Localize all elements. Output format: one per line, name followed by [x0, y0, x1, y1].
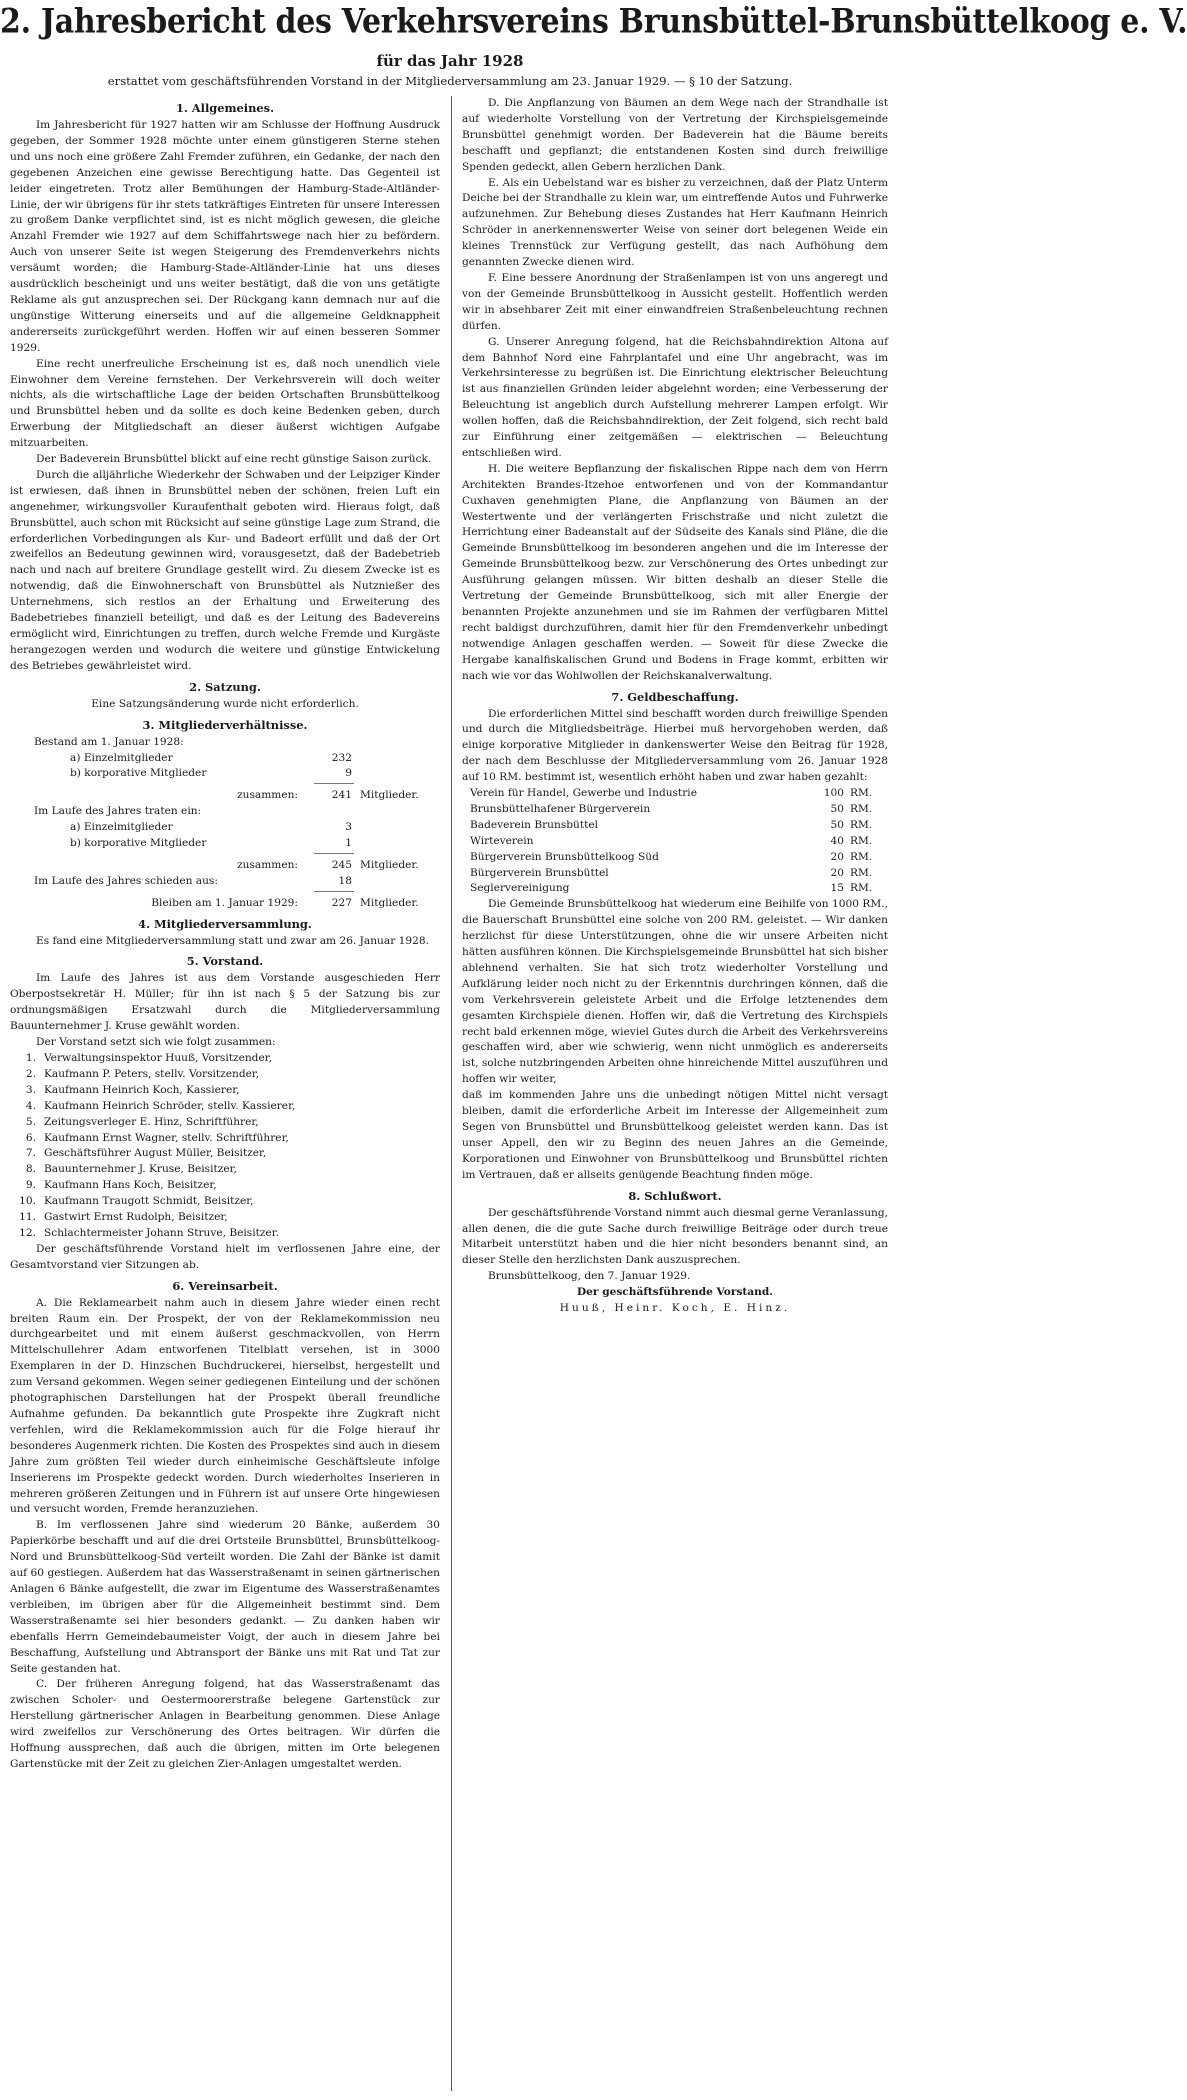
sum-rule [314, 853, 354, 854]
stat-row [10, 874, 440, 890]
paragraph: Der geschäftsführende Vorstand hielt im verflossenen Jahre eine, der Gesamtvorstand vier Sitzungen ab. [10, 1242, 440, 1271]
amount: 100 [823, 787, 844, 800]
currency: RM. [850, 787, 873, 800]
member-name: Kaufmann Heinrich Schröder, stellv. Kassierer, [44, 1099, 296, 1112]
signature-names: Huuß, Heinr. Koch, E. Hinz. [559, 1302, 791, 1315]
paragraph: Der Vorstand setzt sich wie folgt zusammen: [36, 1036, 276, 1049]
stat-row [10, 751, 440, 767]
stat-value: 227 [331, 896, 352, 909]
paragraph: Der Badeverein Brunsbüttel blickt auf eine recht günstige Saison zurück. [36, 453, 432, 466]
stat-row [10, 820, 440, 836]
paragraph: daß im kommenden Jahre uns die unbedingt nötigen Mittel nicht versagt bleiben, damit die erforderliche Arbeit im Interesse der Allgemeinheit zum Segen von Brunsbüttel und Brunsbüttelkoog geleistet werden kann. Das ist unser Appell, den wir zu Beginn des neuen Jahres an die Gemeinde, Korporationen und Einwohner von Brunsbüttelkoog und Brunsbüttel richten im Vertrauen, daß er allseits genügende Beachtung finden möge. [462, 1089, 888, 1181]
stat-label: b) korporative Mitglieder [70, 836, 207, 849]
section-heading-mitglieder: 3. Mitgliederverhältnisse. [142, 717, 308, 732]
sum-rule [314, 783, 354, 784]
stat-row [10, 788, 440, 804]
donation-row [462, 834, 888, 850]
stat-value: 232 [331, 751, 352, 764]
member-name: Kaufmann Traugott Schmidt, Beisitzer, [44, 1195, 254, 1208]
paragraph-g: G. Unserer Anregung folgend, hat die Reichsbahndirektion Altona auf dem Bahnhof Nord eine Fahrplantafel und eine Uhr angebracht, was im Verkehrsinteresse zu begrüßen ist. Die Einrichtung elektrischer Beleuchtung ist aus finanziellen Gründen leider abgelehnt worden; eine Verbesserung der Beleuchtung ist angeblich durch Aufstellung mehrerer Lampen erfolgt. Wir wollen hoffen, daß die Reichsbahndirektion, der Zeit folgend, sich recht bald zur Einführung einer zeitgemäßen — elektrischen — Beleuchtung entschließen wird. [462, 335, 888, 459]
signatory: Der geschäftsführende Vorstand. [577, 1286, 773, 1299]
board-member [10, 1051, 440, 1067]
amount: 50 [830, 802, 844, 815]
paragraph-h: H. Die weitere Bepflanzung der fiskalischen Rippe nach dem von Herrn Architekten Brandes-Itzehoe entworfenen und von der Kommandantur Cuxhaven genehmigten Plane, die Anpflanzung von Bäumen an der Westertwente und der verlängerten Frischstraße und nicht zuletzt die Herrichtung einer Badeanstalt auf der Südseite des Kanals sind Pläne, die die Gemeinde Brunsbüttelkoog im besonderen angehen und die im Interesse der Gemeinde Brunsbüttelkoog bezw. zur Verschönerung des Ortes unbedingt zur Ausführung gelangen müssen. Wir bitten deshalb an dieser Stelle die Vertretung der Gemeinde Brunsbüttelkoog, sich mit aller Energie der benannten Projekte anzunehmen und sie im Rahmen der verfügbaren Mittel recht baldigst durchzuführen, damit hier für den Fremdenverkehr unbedingt notwendige Anlagen geschaffen werden. — Soweit für diese Zwecke die Hergabe kanalfiskalischen Grund und Bodens in Frage kommt, erbitten wir nach wie vor das Wohlwollen der Reichskanalverwaltung. [462, 462, 888, 682]
board-member [10, 1178, 440, 1194]
stat-value: 241 [331, 789, 352, 802]
paragraph: Es fand eine Mitgliederversammlung statt und zwar am 26. Januar 1928. [36, 934, 429, 947]
member-name: Gastwirt Ernst Rudolph, Beisitzer, [44, 1211, 228, 1224]
board-member [10, 1162, 440, 1178]
section-heading-vereinsarbeit: 6. Vereinsarbeit. [172, 1278, 278, 1293]
donor: Verein für Handel, Gewerbe und Industrie [470, 787, 697, 800]
stat-label: Bestand am 1. Januar 1928: [34, 735, 184, 748]
paragraph-c: C. Der früheren Anregung folgend, hat das Wasserstraßenamt das zwischen Scholer- und Oestermoorerstraße belegene Gartenstück zur Herstellung gärtnerischer Anlagen in Bearbeitung genommen. Diese Anlage wird zweifellos zur Verschönerung des Ortes beitragen. Wir dürfen die Hoffnung aussprechen, daß auch die übrigen, mitten im Orte belegenen Gartenstücke mit der Zeit zu gleichen Zier-Anlagen umgestaltet werden. [10, 1678, 440, 1770]
amount: 40 [830, 834, 844, 847]
stat-label: a) Einzelmitglieder [70, 751, 173, 764]
stat-label: zusammen: [237, 858, 298, 871]
board-member [10, 1099, 440, 1115]
report-subtitle: für das Jahr 1928 [376, 52, 524, 70]
donation-row [462, 786, 888, 802]
stat-unit: Mitglieder. [360, 858, 419, 871]
stat-value: 18 [338, 874, 352, 887]
stat-value: 1 [345, 836, 352, 849]
donor: Seglervereinigung [470, 882, 570, 895]
member-name: Kaufmann P. Peters, stellv. Vorsitzender, [44, 1067, 260, 1080]
paragraph: Durch die alljährliche Wiederkehr der Schwaben und der Leipziger Kinder ist erwiesen, daß ihnen in Brunsbüttel neben der schönen, freien Luft ein angenehmer, wirkungsvoller Kuraufenthalt geboten wird. Hieraus folgt, daß Brunsbüttel, auch schon mit Rücksicht auf seine günstige Lage zum Strand, die erforderlichen Vorbedingungen als Kur- und Badeort erfüllt und daß der Ort zweifellos an Bedeutung gewinnen wird, vorausgesetzt, daß der Badebetrieb nach und nach auf breitere Grundlage gestellt wird. Zu diesem Zwecke ist es notwendig, daß die Einwohnerschaft von Brunsbüttel als Nutznießer des Unternehmens, sich restlos an der Erhaltung und Erweiterung des Badebetriebes finanziell beteiligt, und daß es der Leitung des Badevereins ermöglicht wird, Einrichtungen zu treffen, durch welche Fremde und Kurgäste herangezogen werden und wodurch die weitere und günstige Entwickelung des Betriebes gewährleistet wird. [10, 468, 440, 672]
paragraph: Eine recht unerfreuliche Erscheinung ist es, daß noch unendlich viele Einwohner dem Vereine fernstehen. Der Verkehrsverein will doch weiter nichts, als die wirtschaftliche Lage der beiden Ortschaften Brunsbüttelkoog und Brunsbüttel heben und da sollte es doch keine Bedenken geben, durch Erwerbung der Mitgliedschaft an dieser äußerst wichtigen Aufgabe mitzuarbeiten. [10, 357, 440, 450]
member-name: Kaufmann Hans Koch, Beisitzer, [44, 1179, 217, 1192]
section-heading-satzung: 2. Satzung. [189, 679, 261, 694]
membership-stats [10, 735, 440, 912]
board-member [10, 1210, 440, 1226]
amount: 15 [830, 882, 844, 895]
donation-row [462, 818, 888, 834]
member-name: Verwaltungsinspektor Huuß, Vorsitzender, [44, 1051, 272, 1064]
stat-label: Im Laufe des Jahres schieden aus: [34, 874, 218, 887]
paragraph-f: F. Eine bessere Anordnung der Straßenlampen ist von uns angeregt und von der Gemeinde Brunsbüttelkoog in Aussicht gestellt. Hoffentlich werden wir in absehbarer Zeit mit einer einwandfreien Straßenbeleuchtung rechnen dürfen. [462, 271, 888, 332]
stat-label: a) Einzelmitglieder [70, 821, 173, 834]
currency: RM. [850, 882, 873, 895]
stat-row [10, 896, 440, 912]
member-number: 2. [25, 1067, 36, 1080]
donor: Bürgerverein Brunsbüttel [470, 866, 609, 879]
currency: RM. [850, 850, 873, 863]
paragraph: Der geschäftsführende Vorstand nimmt auch diesmal gerne Veranlassung, allen denen, die die gute Sache durch freiwillige Beiträge oder durch treue Mitarbeit unterstützt haben und die hier nicht besonders benannt sind, an dieser Stelle den herzlichsten Dank auszusprechen. [462, 1206, 888, 1267]
left-column [10, 96, 440, 1773]
member-name: Kaufmann Heinrich Koch, Kassierer, [44, 1083, 240, 1096]
paragraph: Die Gemeinde Brunsbüttelkoog hat wiederum eine Beihilfe von 1000 RM., die Bauerschaft Brunsbüttel eine solche von 200 RM. geleistet. — Wir danken herzlichst für diese Unterstützungen, ohne die wir unsere Arbeiten nicht hätten ausführen können. Die Kirchspielsgemeinde Brunsbüttel hat sich bisher ablehnend verhalten. Sie hat sich trotz wiederholter Vorstellung und Aufklärung leider noch nicht zu der Erkenntnis durchringen können, daß die vom Verkehrsverein geleistete Arbeit und die Erfolge letztenendes dem gesamten Kirchspiele dienen. Hoffen wir, daß die Vertretung des Kirchspiels recht bald erkennen möge, wieviel Gutes durch die Arbeit des Verkehrsvereins geschaffen wird, aber wie schwierig, wenn nicht unmöglich es andererseits ist, solche nutzbringenden Arbeiten ohne hinreichende Mittel auszuführen und hoffen wir weiter, [462, 898, 888, 1086]
section-heading-vorstand: 5. Vorstand. [186, 954, 264, 969]
stat-value: 9 [345, 767, 352, 780]
board-member [10, 1067, 440, 1083]
member-number: 11. [19, 1211, 36, 1224]
paragraph-d: D. Die Anpflanzung von Bäumen an dem Wege nach der Strandhalle ist auf wiederholte Vorstellung von der Vertretung der Kirchspielsgemeinde Brunsbüttel genehmigt worden. Der Badeverein hat die Bäume bereits beschafft und gepflanzt; die entstandenen Kosten sind durch freiwillige Spenden gedeckt, allen Gebern herzlichen Dank. [462, 97, 888, 173]
stat-label: b) korporative Mitglieder [70, 767, 207, 780]
column-divider [451, 96, 452, 2091]
member-number: 5. [25, 1115, 36, 1128]
board-member [10, 1146, 440, 1162]
member-name: Geschäftsführer August Müller, Beisitzer, [44, 1147, 267, 1160]
member-name: Bauunternehmer J. Kruse, Beisitzer, [44, 1163, 237, 1176]
report-title: 2. Jahresbericht des Verkehrsvereins Brunsbüttel-Brunsbüttelkoog e. V. [0, 2, 1187, 42]
paragraph: Im Laufe des Jahres ist aus dem Vorstande ausgeschieden Herr Oberpostsekretär H. Müller; für ihn ist nach § 5 der Satzung bis zur ordnungsmäßigen Ersatzwahl durch die Mitgliederversammlung Bauunternehmer J. Kruse gewählt worden. [10, 972, 440, 1033]
stat-unit: Mitglieder. [360, 896, 419, 909]
place-date: Brunsbüttelkoog, den 7. Januar 1929. [488, 1270, 691, 1283]
right-column [462, 96, 888, 1317]
paragraph: Eine Satzungsänderung wurde nicht erforderlich. [91, 697, 359, 710]
sum-rule [314, 891, 354, 892]
member-name: Kaufmann Ernst Wagner, stellv. Schriftführer, [44, 1131, 289, 1144]
donor: Badeverein Brunsbüttel [470, 818, 599, 831]
stat-value: 3 [345, 821, 352, 834]
stat-row [10, 858, 440, 874]
stat-label: zusammen: [237, 789, 298, 802]
donation-row [462, 881, 888, 897]
member-number: 7. [25, 1147, 36, 1160]
donor: Wirteverein [470, 834, 534, 847]
section-heading-versammlung: 4. Mitgliederversammlung. [138, 916, 312, 931]
currency: RM. [850, 818, 873, 831]
member-name: Zeitungsverleger E. Hinz, Schriftführer, [44, 1115, 259, 1128]
stat-row [10, 836, 440, 852]
stat-value: 245 [331, 858, 352, 871]
donations-table [462, 786, 888, 897]
donation-row [462, 850, 888, 866]
currency: RM. [850, 866, 873, 879]
donation-row [462, 802, 888, 818]
member-number: 10. [19, 1195, 36, 1208]
amount: 50 [830, 818, 844, 831]
paragraph-b: B. Im verflossenen Jahre sind wiederum 20 Bänke, außerdem 30 Papierkörbe beschafft und auf die drei Ortsteile Brunsbüttel, Brunsbüttelkoog-Nord und Brunsbüttelkoog-Süd verteilt worden. Die Zahl der Bänke ist damit auf 60 gestiegen. Außerdem hat das Wasserstraßenamt in seinen gärtnerischen Anlagen 6 Bänke aufgestellt, die zwar im Eigentume des Wasserstraßenamtes verbleiben, im übrigen aber für die Allgemeinheit bestimmt sind. Dem Wasserstraßenamte sei hier besonders gedankt. — Zu danken haben wir ebenfalls Herrn Gemeindebaumeister Voigt, der auch in diesem Jahre bei Beschaffung, Aufstellung und Abtransport der Bänke uns mit Rat und Tat zur Seite gestanden hat. [10, 1519, 440, 1675]
stat-unit: Mitglieder. [360, 789, 419, 802]
member-number: 9. [25, 1179, 36, 1192]
member-number: 4. [25, 1099, 36, 1112]
stat-row [10, 766, 440, 782]
board-member-list [10, 1051, 440, 1242]
member-number: 8. [25, 1163, 36, 1176]
member-number: 1. [25, 1051, 36, 1064]
paragraph: Die erforderlichen Mittel sind beschafft worden durch freiwillige Spenden und durch die Mitgliedsbeiträge. Hierbei muß hervorgehoben werden, daß einige korporative Mitglieder in dankenswerter Weise den Beitrag für 1928, der nach dem Beschlusse der Mitgliederversammlung vom 26. Januar 1928 auf 10 RM. bestimmt ist, wesentlich erhöht haben und zwar haben gezahlt: [462, 707, 888, 784]
member-number: 3. [25, 1083, 36, 1096]
paragraph-a: A. Die Reklamearbeit nahm auch in diesem Jahre wieder einen recht breiten Raum ein. Der Prospekt, der von der Reklamekommission neu durchgearbeitet und mit einem äußerst geschmackvollen, von Herrn Mittelschullehrer Adam entworfenen Titelblatt versehen, ist in 3000 Exemplaren in der D. Hinzschen Buchdruckerei, hierselbst, hergestellt und zum Versand gekommen. Wegen seiner gediegenen Einteilung und der schönen photographischen Darstellungen hat der Prospekt überall freundliche Aufnahme gefunden. Da bekanntlich gute Prospekte ihre Zugkraft nicht verfehlen, wird die Reklamekommission auch für die Folge hierauf ihr besonderes Augenmerk richten. Die Kosten des Prospektes sind auch in diesem Jahre zum größten Teil wieder durch einheimische Geschäftsleute infolge Inserierens im Prospekte gedeckt worden. Durch wiederholtes Inserieren in mehreren größeren Zeitungen und in Führern ist auf unsere Orte hingewiesen und versucht worden, Fremde heranzuziehen. [10, 1296, 440, 1516]
section-heading-geldbeschaffung: 7. Geldbeschaffung. [611, 689, 739, 704]
section-heading-schlusswort: 8. Schlußwort. [628, 1188, 722, 1203]
paragraph: Im Jahresbericht für 1927 hatten wir am Schlusse der Hoffnung Ausdruck gegeben, der Sommer 1928 möchte unter einem günstigeren Sterne stehen und uns noch eine größere Zahl Fremder zuführen, ein Gedanke, der nach den gegebenen Anzeichen eine gewisse Berechtigung hatte. Das Gegenteil ist leider eingetreten. Trotz aller Bemühungen der Hamburg-Stade-Altländer-Linie, der wir übrigens für ihr stets tatkräftiges Eintreten für unsere Interessen zu großem Danke verpflichtet sind, ist es nicht möglich gewesen, die gleiche Anzahl Fremder wie 1927 auf dem Schiffahrtswege nach hier zu befördern. Auch von unserer Seite ist wegen Steigerung des Fremdenverkehrs nichts versäumt worden; die Hamburg-Stade-Altländer-Linie hat uns dieses ausdrücklich bescheinigt und uns weiter bestätigt, daß die von uns getätigte Reklame als gut anzusprechen sei. Der Rückgang kann demnach nur auf die ungünstige Witterung einerseits und auf die allgemeine Geldknappheit andererseits zurückgeführt werden. Hoffen wir auf einen besseren Sommer 1929. [10, 119, 440, 354]
board-member [10, 1226, 440, 1242]
stat-label: Bleiben am 1. Januar 1929: [151, 896, 298, 909]
article-columns [10, 96, 890, 2091]
member-number: 12. [19, 1226, 36, 1239]
member-number: 6. [25, 1131, 36, 1144]
paragraph-e: E. Als ein Uebelstand war es bisher zu verzeichnen, daß der Platz Unterm Deiche bei der Strandhalle zu klein war, um eintreffende Autos und Fuhrwerke aufzunehmen. Zur Behebung dieses Zustandes hat Herr Kaufmann Heinrich Schröder in anerkennenswerter Weise von seiner dort belegenen Weide ein kleines Trennstück zur Verfügung gestellt, das nach Aufhöhung dem genannten Zwecke dienen wird. [462, 176, 888, 269]
board-member [10, 1115, 440, 1131]
donor: Bürgerverein Brunsbüttelkoog Süd [470, 850, 659, 863]
amount: 20 [830, 866, 844, 879]
board-member [10, 1194, 440, 1210]
section-heading-allgemeines: 1. Allgemeines. [175, 101, 275, 115]
donor: Brunsbüttelhafener Bürgerverein [470, 802, 651, 815]
donation-row [462, 866, 888, 882]
masthead [0, 0, 1187, 88]
currency: RM. [850, 802, 873, 815]
stat-label: Im Laufe des Jahres traten ein: [34, 805, 202, 818]
report-byline: erstattet vom geschäftsführenden Vorstand in der Mitgliederversammlung am 23. Januar 1929. — § 10 der Satzung. [107, 74, 793, 88]
board-member [10, 1083, 440, 1099]
amount: 20 [830, 850, 844, 863]
member-name: Schlachtermeister Johann Struve, Beisitzer. [44, 1226, 279, 1239]
board-member [10, 1131, 440, 1147]
currency: RM. [850, 834, 873, 847]
